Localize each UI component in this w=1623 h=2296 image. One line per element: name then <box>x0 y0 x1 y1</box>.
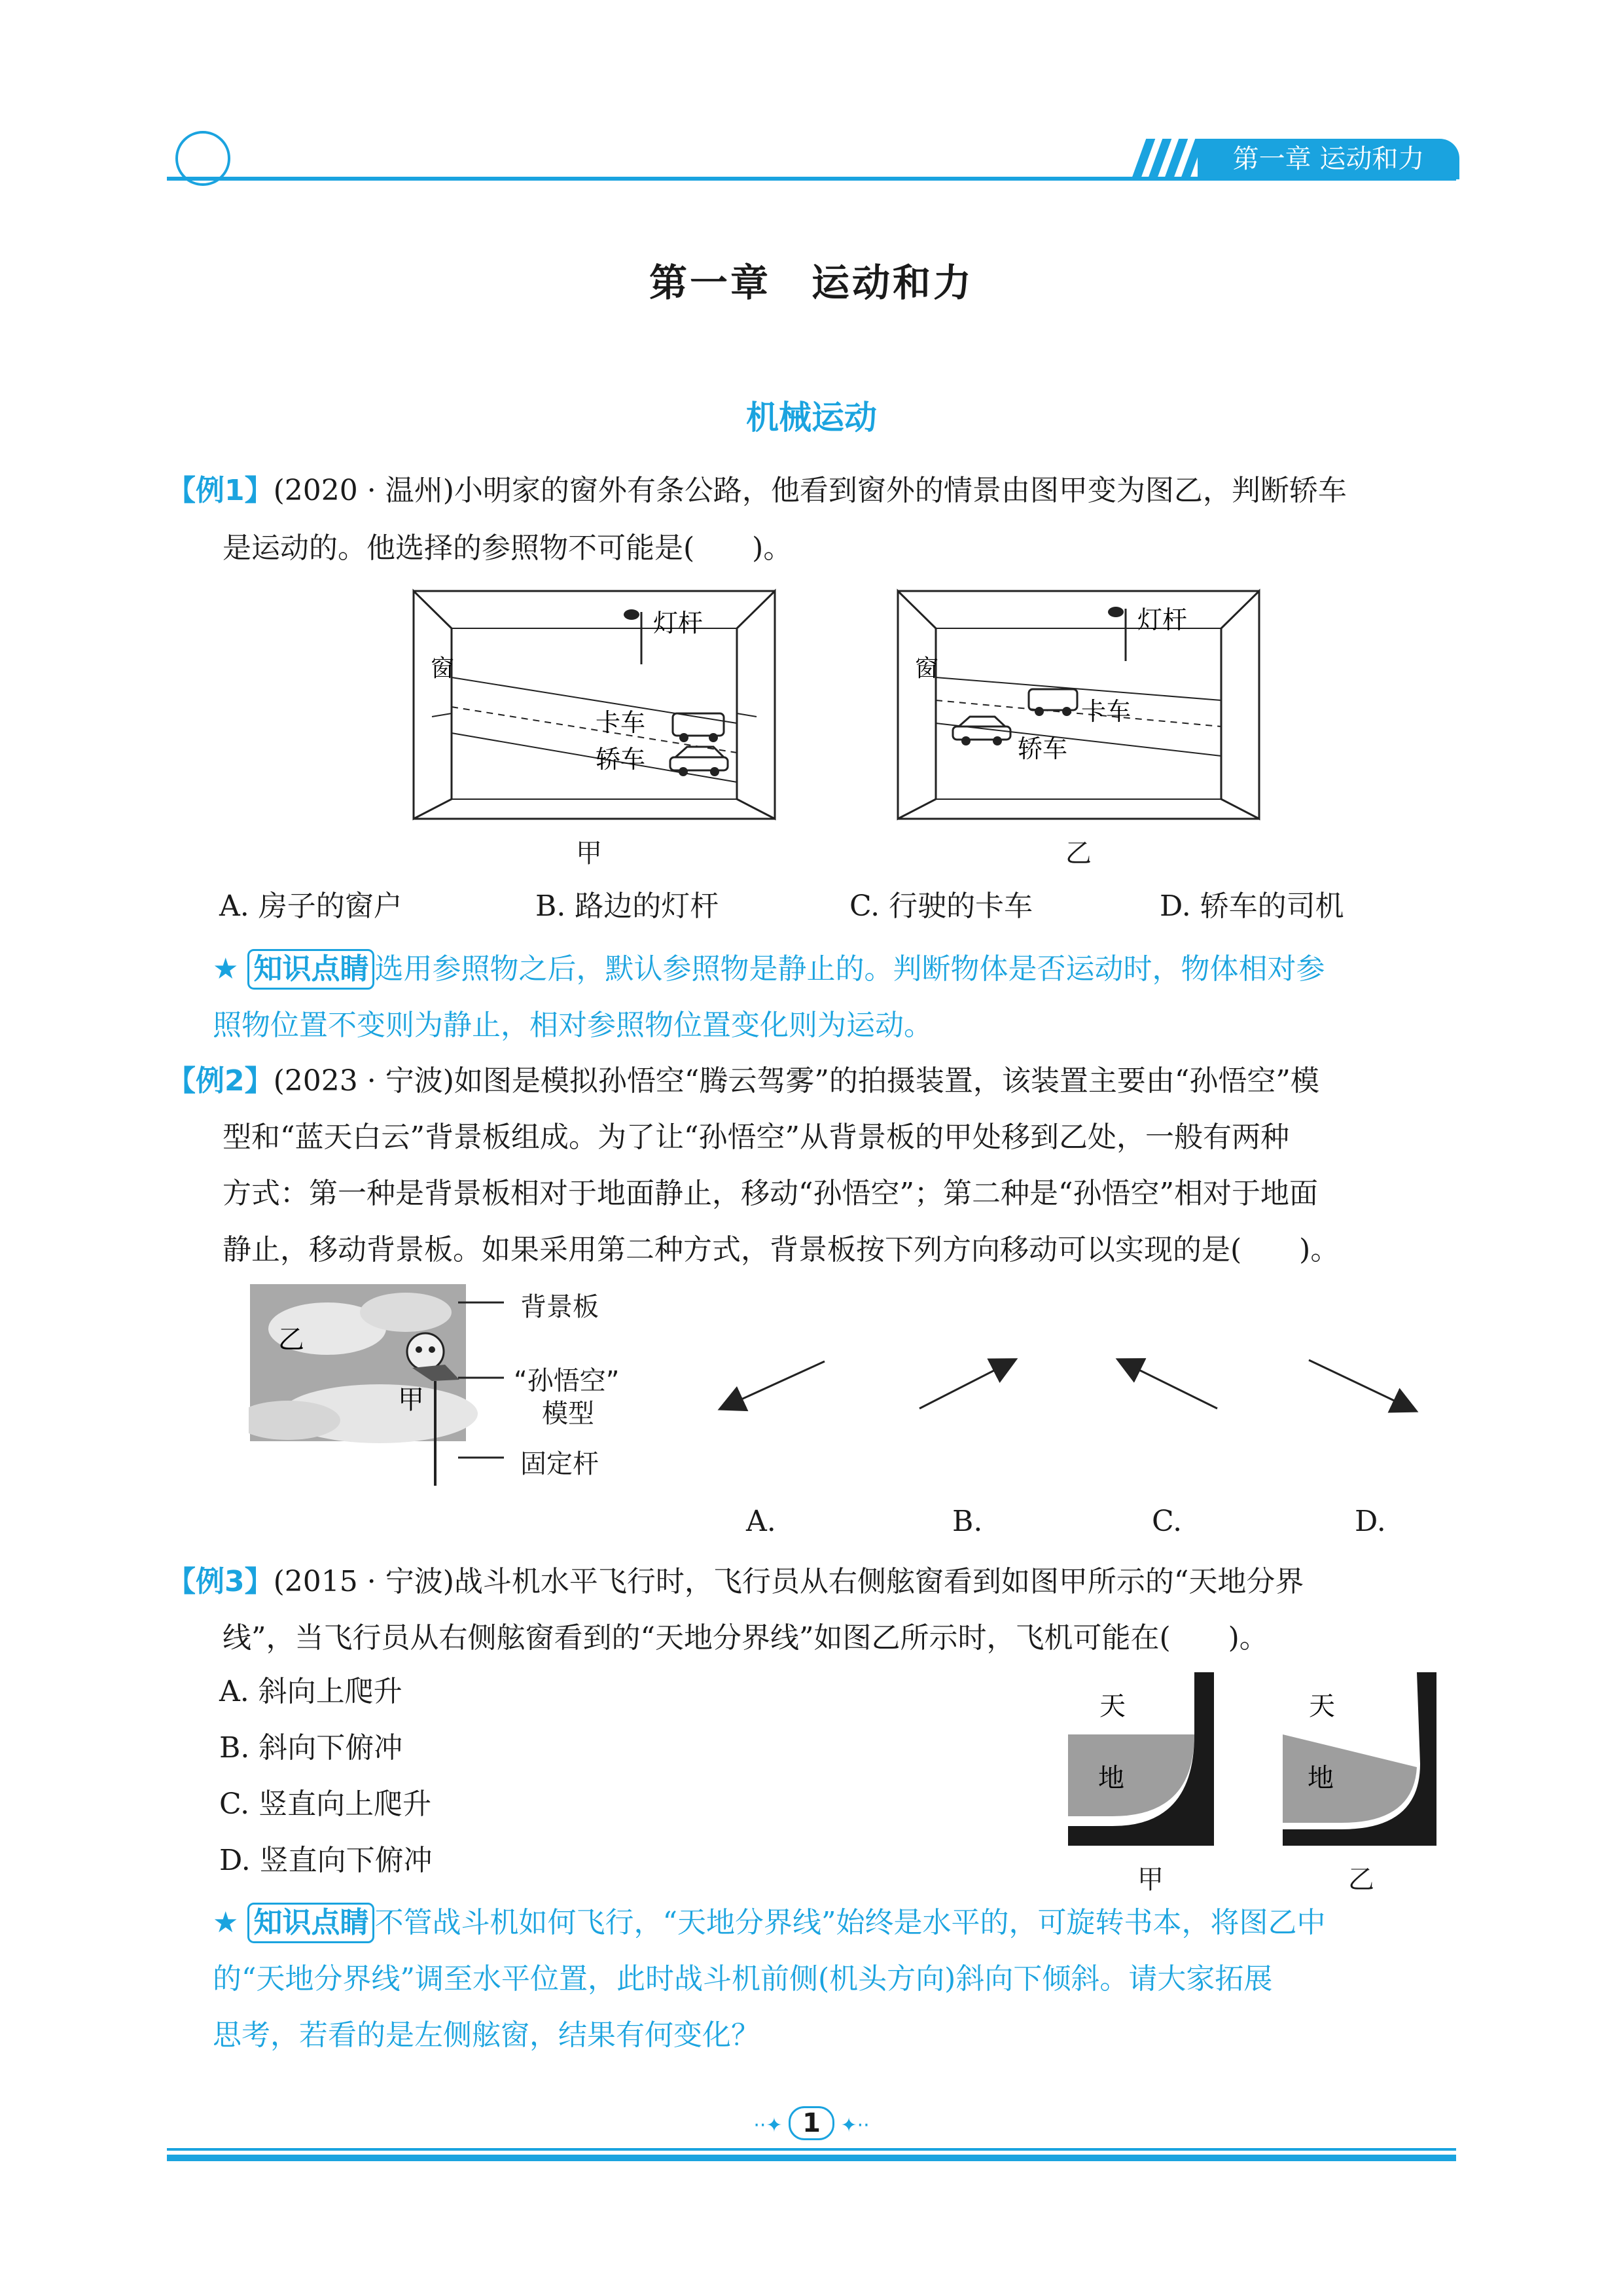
truck-icon <box>1029 689 1077 716</box>
background-board-label: 背景板 <box>520 1292 599 1322</box>
ornament-right-icon: ✦·· <box>834 2114 870 2137</box>
example2-option-a[interactable]: A. <box>746 1505 776 1538</box>
tip-badge: 知识点睛 <box>247 1903 374 1943</box>
example3-line2: 线”，当飞行员从右侧舷窗看到的“天地分界线”如图乙所示时，飞机可能在( )。 <box>223 1621 1268 1655</box>
sky-label: 天 <box>1099 1691 1126 1721</box>
page-number: 1 <box>789 2106 834 2140</box>
truck-icon <box>673 713 724 742</box>
example2-arrow-options <box>707 1342 1440 1440</box>
example1-figure-jia <box>406 586 782 834</box>
chapter-title: 第一章 运动和力 <box>649 260 974 305</box>
truck-label: 卡车 <box>1081 697 1132 726</box>
window-label: 窗 <box>431 655 455 682</box>
example3-tip-line2: 的“天地分界线”调至水平位置，此时战斗机前侧(机头方向)斜向下倾斜。请大家拓展 <box>213 1962 1273 1996</box>
example1-line2: 是运动的。他选择的参照物不可能是( )。 <box>223 531 793 565</box>
figure-label-jia: 甲 <box>576 838 602 869</box>
example2-option-c[interactable]: C. <box>1152 1505 1183 1538</box>
example2-option-d[interactable]: D. <box>1355 1505 1386 1538</box>
position-yi-label: 乙 <box>278 1325 304 1355</box>
example3-tip-line3: 思考，若看的是左侧舷窗，结果有何变化？ <box>213 2018 760 2052</box>
example3-option-a[interactable]: A. 斜向上爬升 <box>219 1675 402 1708</box>
ground-label: 地 <box>1098 1763 1124 1793</box>
truck-label: 卡车 <box>596 708 646 737</box>
arrow-option-a[interactable] <box>721 1361 825 1408</box>
example1-tip-line2: 照物位置不变则为静止，相对参照物位置变化则为运动。 <box>213 1009 933 1042</box>
example1-option-b[interactable]: B. 路边的灯杆 <box>535 889 719 923</box>
arrow-option-b[interactable] <box>919 1360 1014 1408</box>
example3-option-c[interactable]: C. 竖直向上爬升 <box>219 1787 432 1821</box>
lamp-post-label: 灯杆 <box>1137 605 1188 634</box>
figure-label-yi: 乙 <box>1348 1865 1374 1895</box>
car-label: 轿车 <box>1018 734 1068 763</box>
example1-figure-yi <box>890 586 1266 834</box>
lamp-post-label: 灯杆 <box>653 609 704 637</box>
sky-label: 天 <box>1309 1691 1335 1721</box>
example2-line2: 型和“蓝天白云”背景板组成。为了让“孙悟空”从背景板的甲处移到乙处，一般有两种 <box>223 1121 1289 1154</box>
section-title: 机械运动 <box>746 399 877 437</box>
example2-line3: 方式：第一种是背景板相对于地面静止，移动“孙悟空”；第二种是“孙悟空”相对于地面 <box>223 1177 1318 1210</box>
example1-tip-line1: ★ 知识点睛 选用参照物之后，默认参照物是静止的。判断物体是否运动时，物体相对参 <box>213 941 1325 997</box>
car-icon <box>670 747 728 776</box>
example1-line1: 【例1】(2020 · 温州)小明家的窗外有条公路，他看到窗外的情景由图甲变为图乙，判断轿车 <box>167 474 1347 507</box>
example3-figures <box>1067 1672 1456 1852</box>
lightbulb-icon: ★ <box>213 1906 239 1939</box>
example3-tip-line1: ★ 知识点睛 不管战斗机如何飞行，“天地分界线”始终是水平的，可旋转书本，将图乙中 <box>213 1895 1325 1951</box>
arrow-option-c[interactable] <box>1119 1360 1217 1408</box>
footer-rule-thick <box>167 2155 1456 2161</box>
fixed-rod-label: 固定杆 <box>520 1449 599 1479</box>
tip-badge: 知识点睛 <box>247 949 374 990</box>
example1-tag: 【例1】 <box>167 474 274 507</box>
window-label: 窗 <box>915 655 939 682</box>
example1-option-a[interactable]: A. 房子的窗户 <box>219 889 402 923</box>
example3-option-d[interactable]: D. 竖直向下俯冲 <box>219 1844 433 1877</box>
example2-tag: 【例2】 <box>167 1064 274 1098</box>
page-number-ornament <box>713 2106 910 2140</box>
header-chapter-tab: 第一章 运动和力 <box>1198 139 1459 179</box>
header-rule <box>167 177 1456 181</box>
example3-option-b[interactable]: B. 斜向下俯冲 <box>219 1731 403 1765</box>
example1-option-d[interactable]: D. 轿车的司机 <box>1160 889 1344 923</box>
lightbulb-icon: ★ <box>213 952 239 986</box>
ground-label: 地 <box>1308 1763 1334 1793</box>
model-label-line2: 模型 <box>542 1399 594 1429</box>
example2-line4: 静止，移动背景板。如果采用第二种方式，背景板按下列方向移动可以实现的是( )。 <box>223 1233 1340 1266</box>
model-label-line1: “孙悟空” <box>514 1366 620 1396</box>
figure-label-yi: 乙 <box>1065 838 1092 869</box>
example3-tag: 【例3】 <box>167 1565 274 1598</box>
ornament-left-icon: ··✦ <box>753 2114 789 2137</box>
car-label: 轿车 <box>596 745 646 774</box>
position-jia-label: 甲 <box>398 1385 424 1415</box>
example3-line1: 【例3】(2015 · 宁波)战斗机水平飞行时，飞行员从右侧舷窗看到如图甲所示的“天地分界 <box>167 1565 1304 1598</box>
arrow-option-d[interactable] <box>1309 1360 1415 1410</box>
figure-label-jia: 甲 <box>1137 1865 1164 1895</box>
example2-option-b[interactable]: B. <box>952 1505 983 1538</box>
example2-line1: 【例2】(2023 · 宁波)如图是模拟孙悟空“腾云驾雾”的拍摄装置，该装置主要由“孙悟空”模 <box>167 1064 1319 1098</box>
example1-option-c[interactable]: C. 行驶的卡车 <box>849 889 1033 923</box>
footer-rule-thin <box>167 2148 1456 2151</box>
